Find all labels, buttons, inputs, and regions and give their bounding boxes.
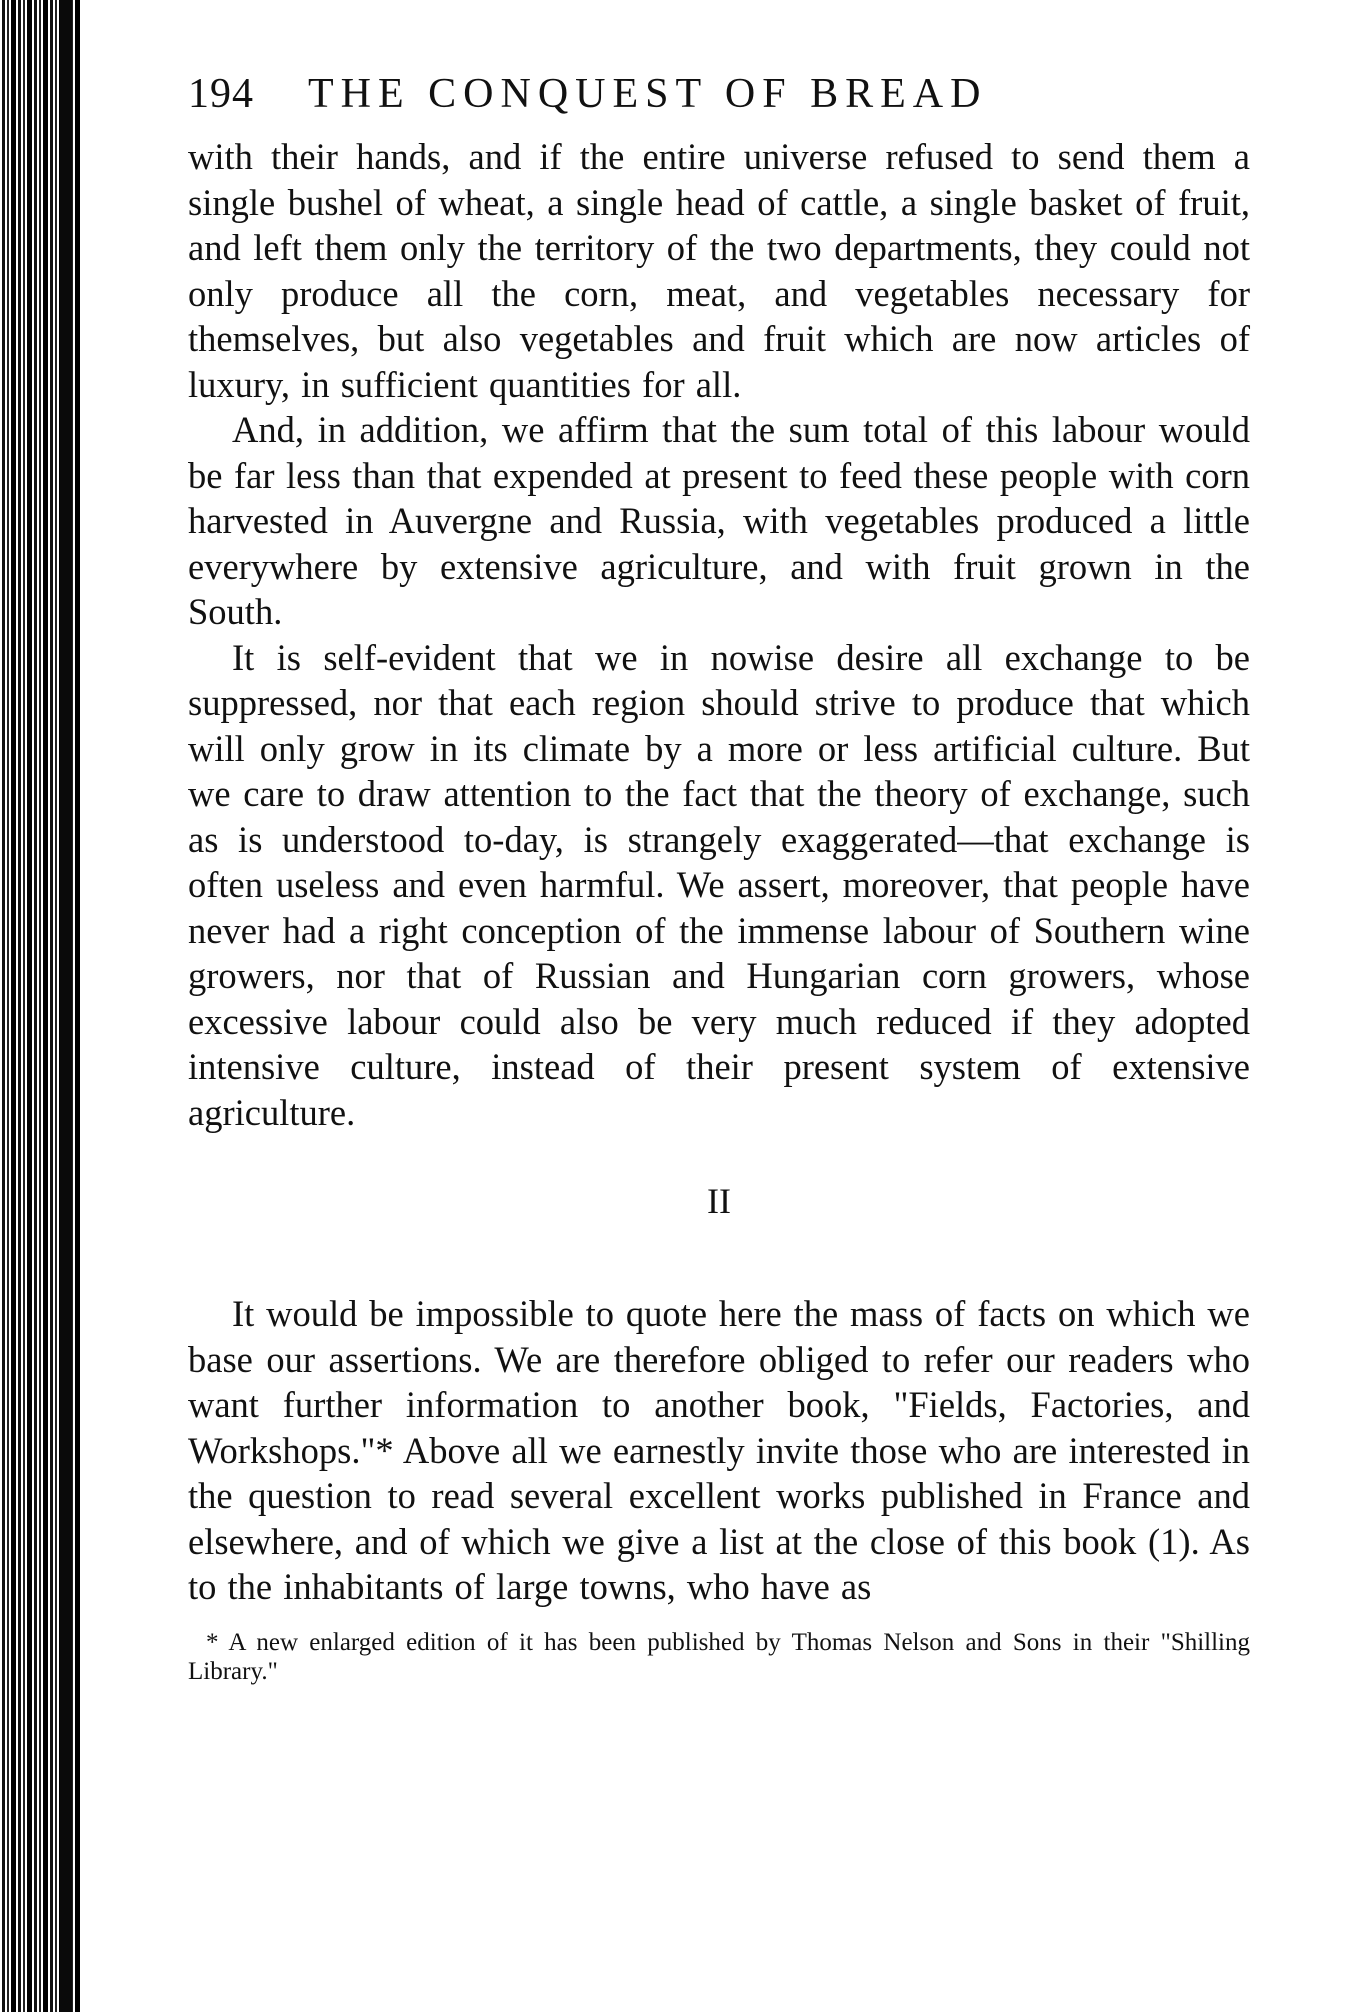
running-title: THE CONQUEST OF BREAD — [308, 71, 988, 117]
running-head — [188, 70, 1250, 134]
footnote: * A new enlarged edition of it has been published by Thomas Nelson and Sons in their "Shilling Library." — [188, 1628, 1250, 1685]
paragraph-exchange: It is self-evident that we in nowise desire all exchange to be suppressed, nor that each region should strive to produce that which will only grow in its climate by a more or less artificial culture. But we care to draw attention to the fact that the theory of exchange, such as is understood to-day, is strangely exaggerated—that exchange is often useless and even harmful. We assert, moreover, that people have never had a right conception of the immense labour of Southern wine growers, nor that of Russian and Hungarian corn growers, whose excessive labour could also be very much reduced if they adopted intensive culture, instead of their present system of extensive agriculture. — [188, 636, 1250, 1133]
book-binding-edge — [60, 0, 72, 2012]
section-heading: II — [707, 1181, 731, 1221]
paragraph-labour: And, in addition, we affirm that the sum total of this labour would be far less than that expended at present to feed these people with corn harvested in Auvergne and Russia, with vegetables produced a little everywhere by extensive agriculture, and with fruit grown in the South. — [188, 409, 1250, 632]
paragraph-section-two: It would be impossible to quote here the mass of facts on which we base our assertions. We are therefore obliged to refer our readers who want further information to another book, "Fields, Factories, and Workshops."* Above all we earnestly invite those who are interested in the question to read several excellent works published in France and elsewhere, and of which we give a list at the close of this book (1). As to the inhabitants of large towns, who have as — [188, 1293, 1250, 1607]
body-text — [188, 134, 1250, 1610]
book-page — [188, 70, 1250, 1686]
page-number: 194 — [188, 71, 254, 117]
paragraph-continued: with their hands, and if the entire universe refused to send them a single bushel of wheat, a single head of cattle, a single basket of fruit, and left them only the territory of the two departments, they could not only produce all the corn, meat, and vegetables necessary for themselves, but also vegetables and fruit which are now articles of luxury, in sufficient quantities for all. — [188, 136, 1250, 405]
